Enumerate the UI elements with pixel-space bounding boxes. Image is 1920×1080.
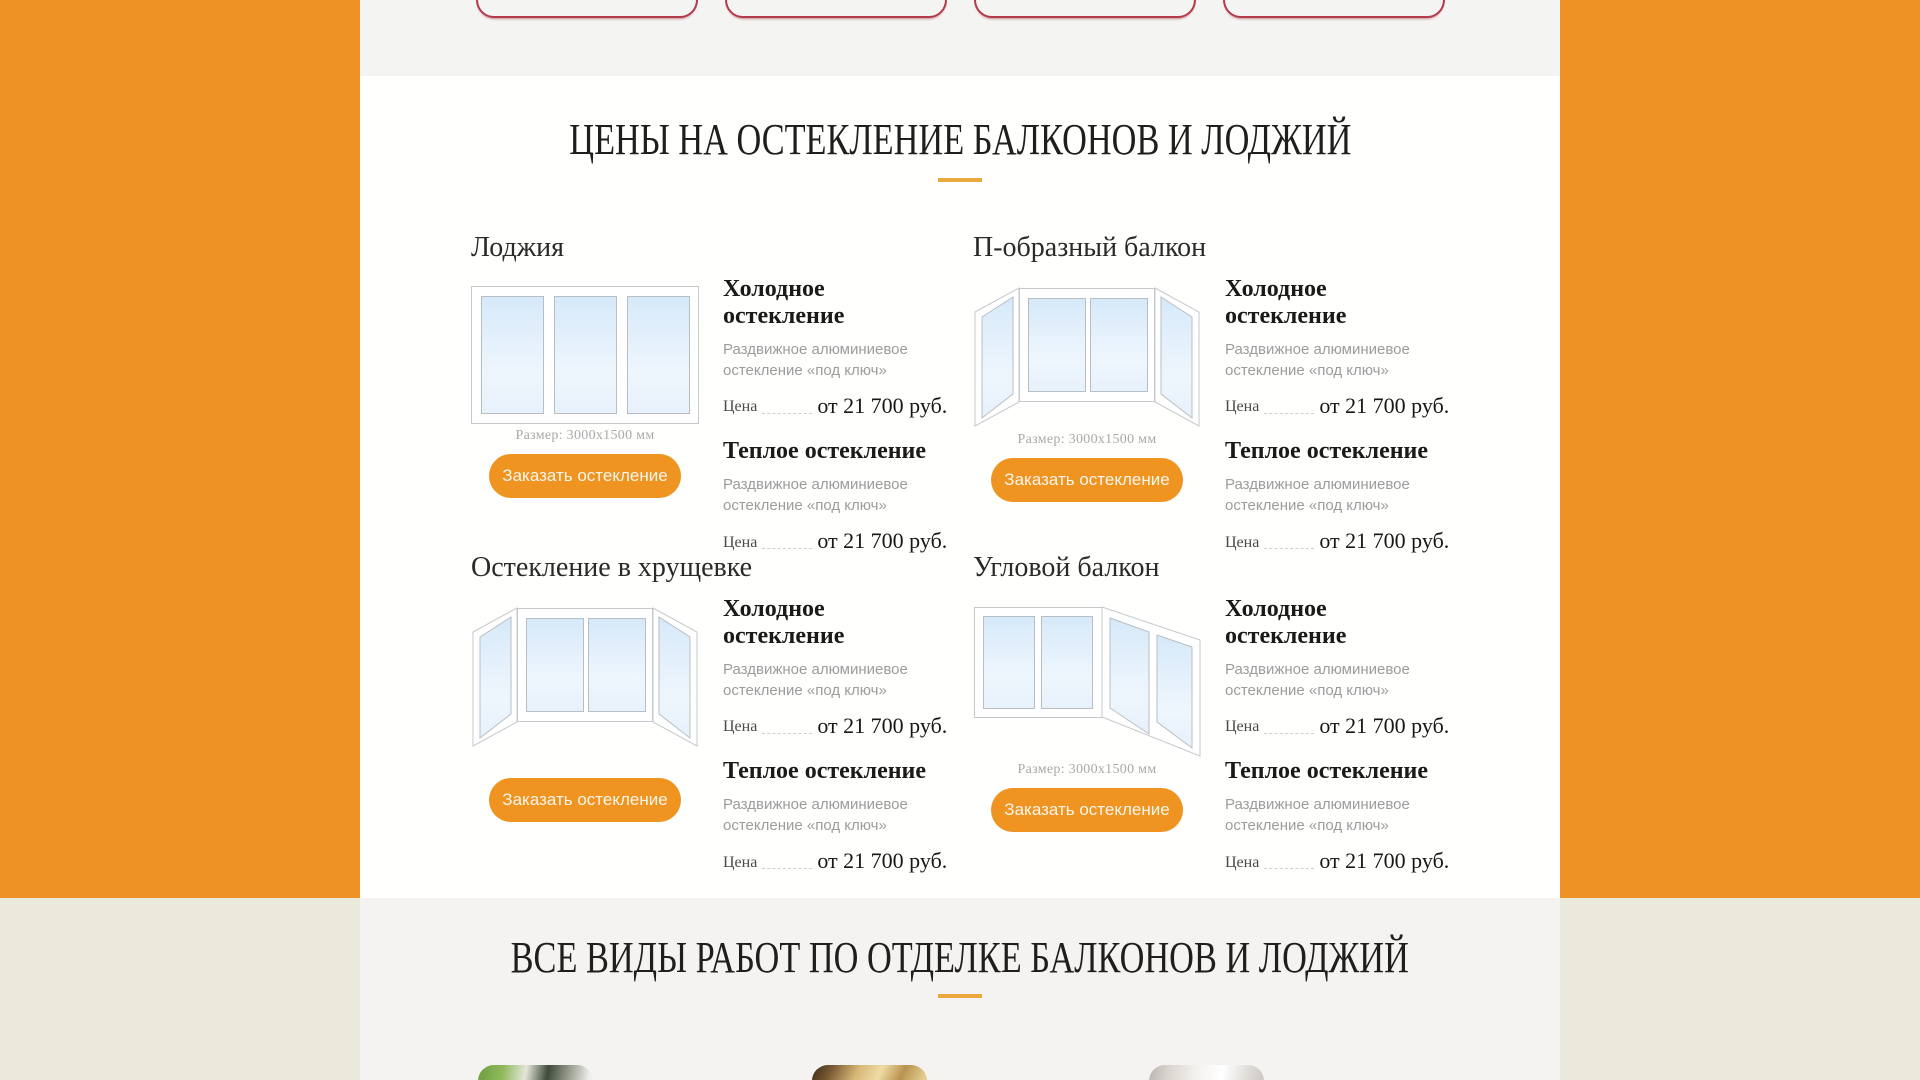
- offer-title: Теплое остекление: [723, 758, 927, 785]
- partial-outline-button-4[interactable]: [1223, 0, 1445, 18]
- offer-cold-glazing: [1225, 596, 1449, 738]
- offer-title: Холодное остекление: [723, 276, 845, 329]
- offer-title: Холодное остекление: [723, 596, 845, 649]
- price-value: от 21 700 руб.: [1319, 848, 1450, 874]
- price-dotted-rule: [762, 548, 812, 549]
- price-dotted-rule: [1264, 868, 1314, 869]
- price-value: от 21 700 руб.: [817, 713, 948, 738]
- offer-warm-glazing: [723, 758, 947, 873]
- price-line: [1225, 394, 1449, 418]
- price-line: [723, 394, 947, 418]
- price-line: [1225, 714, 1449, 738]
- order-glazing-button[interactable]: Заказать остекление: [489, 778, 681, 822]
- balcony-type-title: Остекление в хрущевке: [471, 552, 753, 583]
- u-shaped-window-illustration: [973, 286, 1201, 502]
- offer-description: Раздвижное алюминиевое остекление «под ключ»: [1225, 661, 1410, 699]
- light-panel-finish-photo[interactable]: [1149, 1065, 1264, 1080]
- offer-warm-glazing: [1225, 758, 1449, 873]
- price-label: Цена: [1225, 398, 1260, 416]
- price-line: [723, 849, 947, 873]
- price-dotted-rule: [762, 868, 812, 869]
- size-caption: Размер: 3000х1500 мм: [515, 428, 655, 443]
- works-section-title: [360, 898, 1560, 982]
- price-line: [723, 529, 947, 553]
- price-label: Цена: [1225, 853, 1260, 871]
- offer-title: Теплое остекление: [1225, 758, 1429, 785]
- partial-outline-button-3[interactable]: [974, 0, 1196, 18]
- pricing-block-khrushchevka: [471, 552, 947, 872]
- pricing-section: [360, 76, 1560, 898]
- size-caption: Размер: 3000х1500 мм: [1017, 762, 1157, 777]
- straight-3-pane-window-illustration: [471, 286, 699, 498]
- offer-title: Холодное остекление: [1225, 596, 1347, 649]
- pricing-block-loggia: [471, 232, 947, 552]
- price-dotted-rule: [1264, 548, 1314, 549]
- corner-window-illustration: [973, 606, 1201, 832]
- price-value: от 21 700 руб.: [1319, 713, 1450, 738]
- u-shaped-window-illustration: [471, 606, 699, 822]
- accent-divider: [938, 178, 982, 182]
- price-label: Цена: [723, 533, 758, 551]
- offer-warm-glazing: [1225, 438, 1449, 553]
- offer-cold-glazing: [723, 276, 947, 418]
- price-value: от 21 700 руб.: [817, 528, 948, 554]
- offer-description: Раздвижное алюминиевое остекление «под ключ»: [1225, 796, 1410, 835]
- price-label: Цена: [1225, 718, 1260, 736]
- balcony-type-title: Угловой балкон: [973, 552, 1160, 583]
- price-value: от 21 700 руб.: [817, 848, 948, 874]
- balcony-greenery-photo[interactable]: [478, 1065, 593, 1080]
- pricing-block-corner: [973, 552, 1450, 874]
- price-line: [1225, 529, 1449, 553]
- order-glazing-button[interactable]: Заказать остекление: [489, 454, 681, 498]
- order-glazing-button[interactable]: Заказать остекление: [991, 458, 1183, 502]
- balcony-type-title: П-образный балкон: [973, 232, 1207, 263]
- price-line: [723, 714, 947, 738]
- offer-cold-glazing: [1225, 276, 1449, 418]
- price-dotted-rule: [762, 733, 812, 734]
- offer-title: Холодное остекление: [1225, 276, 1347, 329]
- top-strip: [360, 0, 1560, 76]
- price-value: от 21 700 руб.: [1319, 393, 1450, 418]
- balcony-type-title: Лоджия: [471, 232, 564, 263]
- pricing-section-title-text: ЦЕНЫ НА ОСТЕКЛЕНИЕ БАЛКОНОВ И ЛОДЖИЙ: [568, 115, 1352, 164]
- price-label: Цена: [723, 718, 758, 736]
- offer-title: Теплое остекление: [1225, 438, 1429, 465]
- price-label: Цена: [723, 398, 758, 416]
- price-dotted-rule: [762, 413, 812, 414]
- price-dotted-rule: [1264, 413, 1314, 414]
- price-dotted-rule: [1264, 733, 1314, 734]
- order-glazing-button[interactable]: Заказать остекление: [991, 788, 1183, 832]
- partial-outline-button-2[interactable]: [725, 0, 947, 18]
- works-section-title-text: ВСЕ ВИДЫ РАБОТ ПО ОТДЕЛКЕ БАЛКОНОВ И ЛОДЖИЙ: [510, 933, 1410, 982]
- offer-description: Раздвижное алюминиевое остекление «под ключ»: [723, 796, 908, 835]
- pricing-blocks-grid: [471, 232, 1450, 874]
- offer-warm-glazing: [723, 438, 947, 553]
- price-value: от 21 700 руб.: [1319, 528, 1450, 554]
- left-orange-band: [0, 0, 360, 898]
- offer-description: Раздвижное алюминиевое остекление «под ключ»: [1225, 341, 1410, 379]
- offer-description: Раздвижное алюминиевое остекление «под ключ»: [723, 661, 908, 699]
- accent-divider: [938, 994, 982, 998]
- right-orange-band: [1560, 0, 1920, 898]
- price-line: [1225, 849, 1449, 873]
- size-caption: Размер: 3000х1500 мм: [1017, 432, 1157, 447]
- price-label: Цена: [723, 853, 758, 871]
- wood-panel-finish-photo[interactable]: [812, 1065, 927, 1080]
- offer-title: Теплое остекление: [723, 438, 927, 465]
- offer-description: Раздвижное алюминиевое остекление «под ключ»: [723, 476, 908, 515]
- offer-description: Раздвижное алюминиевое остекление «под ключ»: [1225, 476, 1410, 515]
- offer-cold-glazing: [723, 596, 947, 738]
- size-caption: [471, 752, 699, 770]
- pricing-block-u-shaped: [973, 232, 1450, 554]
- pricing-section-title: [360, 76, 1560, 164]
- works-section: [360, 898, 1560, 1080]
- price-label: Цена: [1225, 533, 1260, 551]
- price-value: от 21 700 руб.: [817, 393, 948, 418]
- offer-description: Раздвижное алюминиевое остекление «под ключ»: [723, 341, 908, 379]
- partial-outline-button-1[interactable]: [476, 0, 698, 18]
